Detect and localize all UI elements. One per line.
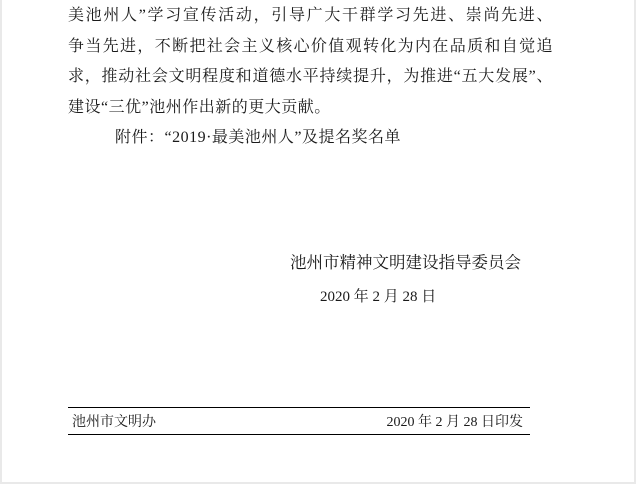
page-left-edge	[0, 0, 2, 484]
body-line-3: 求，推动社会文明程度和道德水平持续提升，为推进“五大发展”、	[68, 68, 553, 85]
signature-date: 2020 年 2 月 28 日	[320, 289, 437, 305]
body-paragraph	[68, 1, 553, 154]
body-line-2: 争当先进，不断把社会主义核心价值观转化为内在品质和自觉追	[68, 37, 553, 55]
colophon-bar	[68, 407, 530, 435]
body-line-4: 建设“三优”池州作出新的更大贡献。	[68, 98, 331, 116]
body-line-1: 美池州人”学习宣传活动，引导广大干群学习先进、崇尚先进、	[68, 7, 553, 24]
issuing-office: 池州市文明办	[72, 415, 156, 430]
attachment-line: 附件：“2019·最美池州人”及提名奖名单	[115, 129, 402, 146]
signature-organization: 池州市精神文明建设指导委员会	[290, 253, 521, 272]
print-date: 2020 年 2 月 28 日印发	[386, 415, 523, 430]
